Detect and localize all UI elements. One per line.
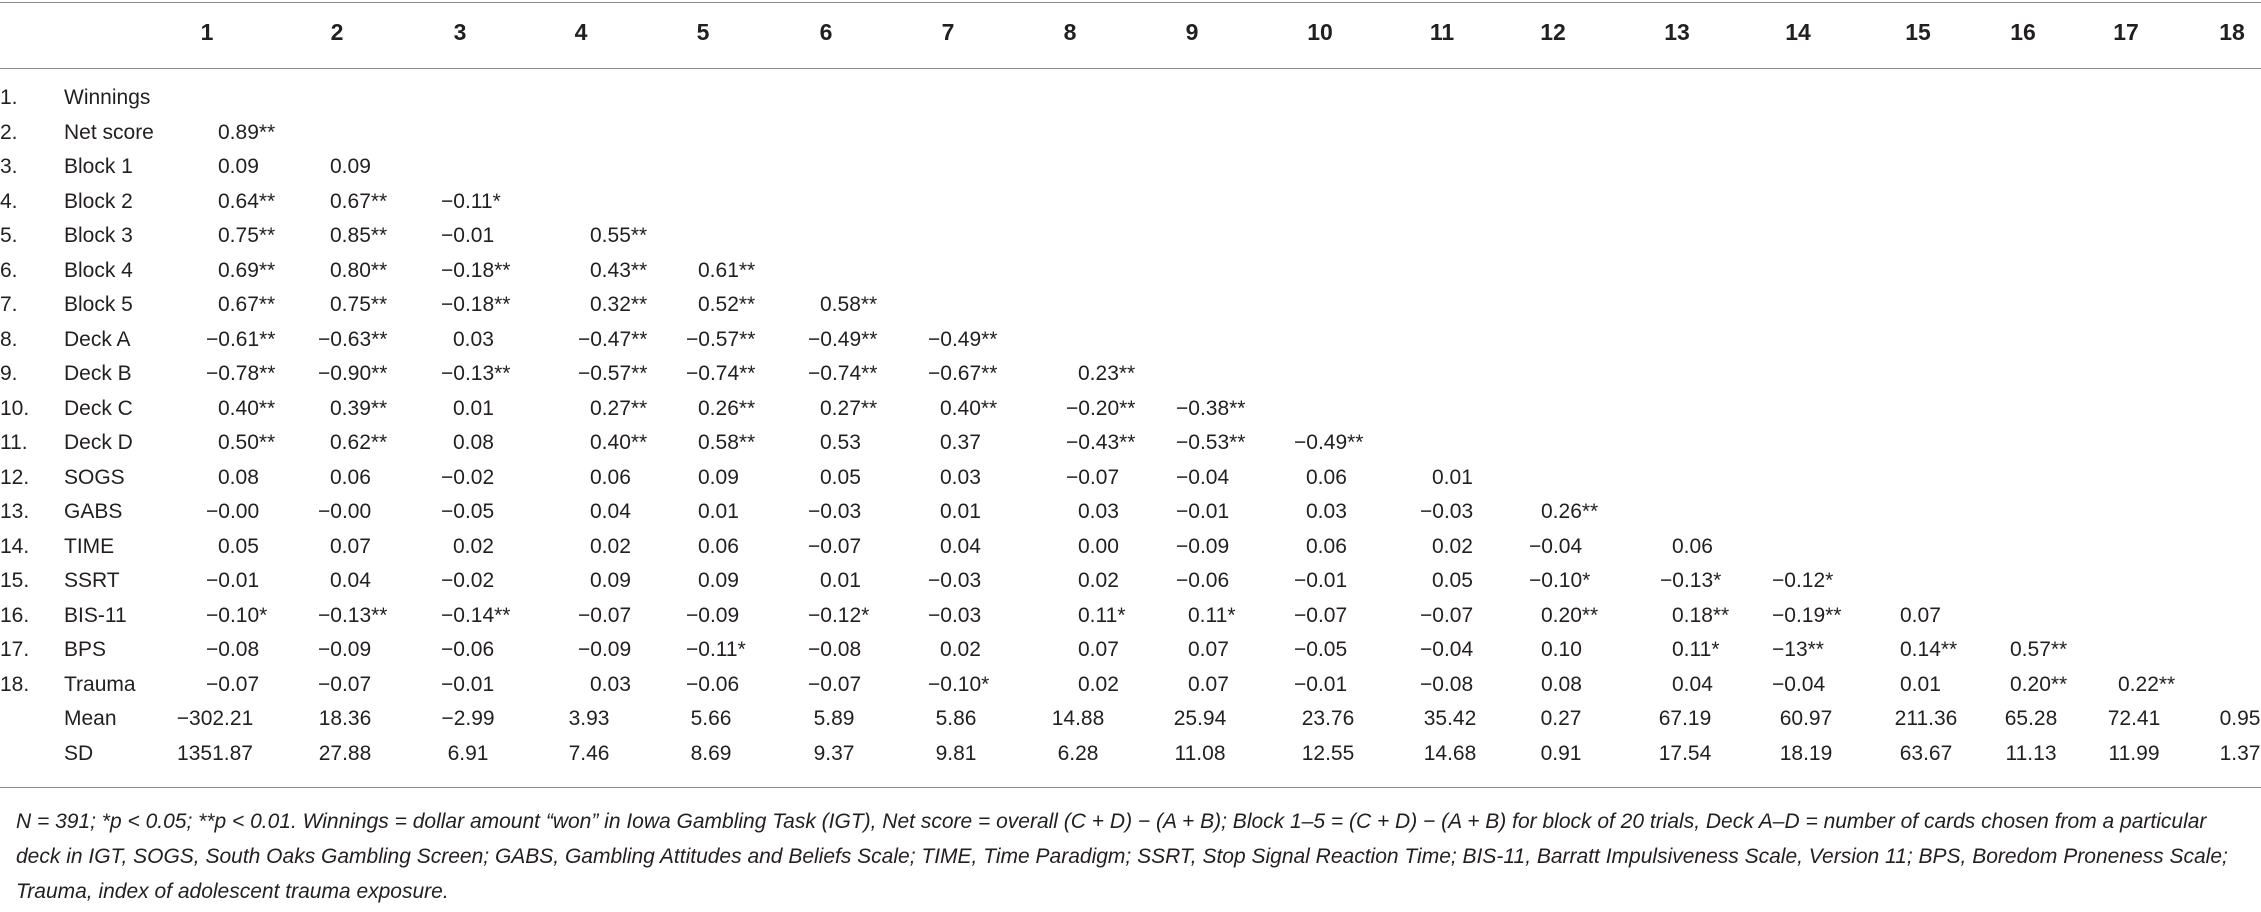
table-cell: 0.01: [698, 500, 739, 523]
table-footnote: N = 391; *p < 0.05; **p < 0.01. Winnings = dollar amount “won” in Iowa Gambling Task (IGT), Net score = overall (C + D) − (A + B); Block 1–5 = (C + D) − (A + B) for block of 20 trials, Deck A–D = number of cards chosen from a particular deck in IGT, SOGS, South Oaks Gambling Screen; GABS, Gambling Attitudes and Beliefs Scale; TIME, Time Paradigm; SSRT, Stop Signal Reaction Time; BIS-11, Barratt Impulsiveness Scale, Version 11; BPS, Boredom Proneness Scale; Trauma, index of adolescent trauma exposure.: [16, 810, 2228, 903]
table-cell: 0.06: [1306, 534, 1347, 558]
table-cell: 0.57**: [2010, 638, 2068, 661]
table-cell: −0.38**: [1176, 396, 1246, 420]
table-cell: −0.19**: [1772, 603, 1842, 627]
column-header: 10: [1307, 19, 1333, 45]
table-cell: 0.95: [2219, 707, 2261, 730]
table-cell: −0.49**: [1294, 431, 1364, 454]
table-cell: −0.06: [686, 672, 740, 696]
table-cell: 0.01: [940, 500, 981, 523]
table-cell: 0.08: [453, 431, 494, 454]
table-cell: −0.00: [318, 500, 372, 523]
table-cell: 0.09: [590, 569, 631, 592]
column-header: 2: [330, 19, 344, 45]
row-number: 11.: [0, 431, 28, 454]
column-header: 3: [453, 19, 467, 45]
row-number: 15.: [0, 569, 30, 592]
table-cell: −0.09: [1176, 534, 1230, 558]
table-cell: 14.88: [1051, 707, 1105, 730]
column-header: 8: [1063, 19, 1077, 45]
table-cell: 0.07: [1900, 603, 1941, 627]
table-cell: −0.03: [808, 500, 862, 523]
row-label: GABS: [64, 500, 123, 523]
table-cell: 23.76: [1301, 707, 1355, 730]
column-header: 13: [1664, 19, 1690, 45]
table-cell: 9.37: [813, 741, 855, 765]
table-cell: −0.01: [1294, 672, 1348, 696]
row-label: Block 3: [64, 224, 133, 247]
table-cell: 0.05: [820, 465, 861, 489]
column-header: 15: [1905, 19, 1931, 45]
row-number: 7.: [0, 293, 18, 316]
table-cell: −0.04: [1420, 638, 1474, 661]
table-cell: 0.26**: [698, 396, 756, 420]
table-cell: −0.06: [441, 638, 495, 661]
table-cell: −0.90**: [318, 362, 388, 385]
table-cell: 0.80**: [330, 258, 388, 282]
row-number: 6.: [0, 258, 18, 282]
table-cell: 0.04: [590, 500, 631, 523]
table-cell: −0.12*: [808, 603, 870, 627]
table-cell: 0.27**: [590, 396, 648, 420]
table-cell: 63.67: [1899, 741, 1953, 765]
table-cell: −0.05: [1294, 638, 1348, 661]
table-cell: −0.06: [1176, 569, 1230, 592]
row-label: BIS-11: [64, 603, 127, 627]
row-label: Deck C: [64, 396, 133, 420]
table-cell: −0.07: [1420, 603, 1474, 627]
table-cell: 0.27: [1540, 707, 1582, 730]
row-label: TIME: [64, 534, 115, 558]
table-cell: 65.28: [2004, 707, 2058, 730]
table-cell: 0.02: [940, 638, 981, 661]
table-cell: 72.41: [2107, 707, 2161, 730]
row-number: 18.: [0, 672, 30, 696]
row-number: 3.: [0, 155, 18, 178]
table-cell: 0.22**: [2118, 672, 2176, 696]
table-cell: −0.53**: [1176, 431, 1246, 454]
table-cell: 0.64**: [218, 189, 276, 213]
table-cell: −0.09: [686, 603, 740, 627]
table-cell: −0.11*: [441, 189, 501, 213]
column-header: 5: [696, 19, 710, 45]
table-cell: 0.02: [590, 534, 631, 558]
table-cell: 0.62**: [330, 431, 388, 454]
table-cell: 0.40**: [590, 431, 648, 454]
table-cell: 0.07: [1078, 638, 1119, 661]
table-cell: 1351.87: [177, 741, 253, 765]
row-number: 10.: [0, 396, 30, 420]
column-header: 17: [2113, 19, 2139, 45]
table-cell: −0.12*: [1772, 569, 1834, 592]
table-cell: 67.19: [1658, 707, 1712, 730]
table-cell: −0.04: [1176, 465, 1230, 489]
table-cell: 0.20**: [1541, 603, 1599, 627]
table-cell: 0.26**: [1541, 500, 1599, 523]
table-cell: −0.74**: [686, 362, 756, 385]
table-cell: 0.11*: [1078, 603, 1126, 627]
table-cell: −0.78**: [206, 362, 276, 385]
row-label: SSRT: [64, 569, 120, 592]
table-cell: −0.03: [928, 603, 982, 627]
table-cell: −0.07: [1294, 603, 1348, 627]
table-cell: 0.55**: [590, 224, 648, 247]
table-cell: 0.11*: [1672, 638, 1720, 661]
table-cell: 18.19: [1779, 741, 1833, 765]
table-cell: 27.88: [318, 741, 372, 765]
row-label: Block 4: [64, 258, 133, 282]
table-cell: −0.08: [1420, 672, 1474, 696]
table-cell: 0.32**: [590, 293, 648, 316]
table-cell: 0.69**: [218, 258, 276, 282]
table-cell: −0.08: [206, 638, 260, 661]
table-cell: 0.53: [820, 431, 861, 454]
row-number: 13.: [0, 500, 30, 523]
row-number: 1.: [0, 86, 18, 109]
table-cell: −0.07: [318, 672, 372, 696]
table-cell: −0.14**: [441, 603, 511, 627]
table-cell: −13**: [1772, 638, 1824, 661]
table-cell: −0.57**: [578, 362, 648, 385]
table-cell: −0.63**: [318, 327, 388, 351]
table-cell: 0.58**: [698, 431, 756, 454]
table-cell: 0.23**: [1078, 362, 1136, 385]
table-top-rule: [0, 2, 2261, 3]
table-cell: −302.21: [176, 707, 254, 730]
table-cell: −0.13**: [318, 603, 388, 627]
row-label: Net score: [64, 120, 154, 144]
table-cell: −0.01: [441, 224, 495, 247]
table-cell: −0.07: [808, 534, 862, 558]
table-cell: −0.01: [1176, 500, 1230, 523]
row-number: 8.: [0, 327, 18, 351]
table-cell: 0.02: [1432, 534, 1473, 558]
table-cell: 0.61**: [698, 258, 756, 282]
table-cell: 0.03: [940, 465, 981, 489]
table-cell: −0.49**: [808, 327, 878, 351]
table-cell: 0.07: [330, 534, 371, 558]
table-cell: 25.94: [1173, 707, 1227, 730]
table-cell: −0.47**: [578, 327, 648, 351]
table-cell: 0.01: [1432, 465, 1473, 489]
table-cell: −0.02: [441, 465, 495, 489]
table-cell: −0.13**: [441, 362, 511, 385]
table-cell: 0.43**: [590, 258, 648, 282]
column-header: 12: [1540, 19, 1566, 45]
table-cell: −0.03: [1420, 500, 1474, 523]
table-cell: 0.89**: [218, 120, 276, 144]
table-cell: 0.04: [330, 569, 371, 592]
table-cell: 5.66: [690, 707, 732, 730]
table-cell: 0.05: [1432, 569, 1473, 592]
table-cell: −0.04: [1529, 534, 1583, 558]
column-header: 11: [1429, 19, 1455, 45]
table-cell: −0.61**: [206, 327, 276, 351]
row-label: SD: [64, 741, 94, 765]
table-cell: 7.46: [568, 741, 610, 765]
table-cell: 0.01: [1900, 672, 1941, 696]
table-cell: 0.06: [698, 534, 739, 558]
table-cell: 5.86: [935, 707, 977, 730]
table-header-rule: [0, 68, 2261, 69]
column-header: 18: [2219, 19, 2245, 45]
row-label: Block 5: [64, 293, 133, 316]
table-cell: −0.01: [441, 672, 495, 696]
row-number: 2.: [0, 120, 18, 144]
table-cell: 0.06: [1672, 534, 1713, 558]
row-label: Deck A: [64, 327, 131, 351]
column-header: 16: [2010, 19, 2036, 45]
table-cell: 0.03: [1306, 500, 1347, 523]
column-header: 6: [819, 19, 833, 45]
table-cell: 14.68: [1423, 741, 1477, 765]
table-cell: 0.91: [1540, 741, 1582, 765]
row-number: 14.: [0, 534, 30, 558]
table-cell: 0.08: [218, 465, 259, 489]
table-cell: 0.05: [218, 534, 259, 558]
column-header: 14: [1785, 19, 1811, 45]
row-number: 17.: [0, 638, 30, 661]
table-cell: 0.03: [453, 327, 494, 351]
table-cell: −0.09: [578, 638, 632, 661]
table-cell: 0.67**: [218, 293, 276, 316]
table-cell: 0.06: [330, 465, 371, 489]
table-cell: −0.11*: [686, 638, 746, 661]
table-cell: −0.10*: [1529, 569, 1591, 592]
table-cell: −0.10*: [206, 603, 268, 627]
table-cell: 0.52**: [698, 293, 756, 316]
row-number: 16.: [0, 603, 30, 627]
table-cell: −0.05: [441, 500, 495, 523]
table-cell: 0.01: [820, 569, 861, 592]
row-label: Deck B: [64, 362, 132, 385]
table-cell: 18.36: [318, 707, 372, 730]
table-cell: 5.89: [813, 707, 855, 730]
table-cell: 0.01: [453, 396, 494, 420]
row-label: Block 2: [64, 189, 133, 213]
table-cell: 11.99: [2108, 741, 2160, 765]
column-header: 1: [200, 19, 214, 45]
table-cell: 11.13: [2005, 741, 2057, 765]
table-cell: 3.93: [568, 707, 610, 730]
table-cell: −0.02: [441, 569, 495, 592]
row-label: Deck D: [64, 431, 133, 454]
table-cell: −0.18**: [441, 258, 511, 282]
table-cell: 12.55: [1301, 741, 1355, 765]
table-cell: 17.54: [1658, 741, 1712, 765]
table-cell: −0.74**: [808, 362, 878, 385]
table-cell: −0.13*: [1660, 569, 1722, 592]
table-cell: −0.57**: [686, 327, 756, 351]
table-cell: 0.08: [1541, 672, 1582, 696]
table-cell: 8.69: [690, 741, 732, 765]
table-cell: 0.37: [940, 431, 981, 454]
table-cell: 0.04: [1672, 672, 1713, 696]
table-cell: 0.20**: [2010, 672, 2068, 696]
table-cell: −2.99: [441, 707, 495, 730]
column-header: 7: [941, 19, 955, 45]
table-cell: 0.04: [940, 534, 981, 558]
row-number: 12.: [0, 465, 30, 489]
table-cell: −0.04: [1772, 672, 1826, 696]
table-cell: 0.75**: [218, 224, 276, 247]
table-cell: 0.27**: [820, 396, 878, 420]
row-number: 5.: [0, 224, 18, 247]
table-cell: 0.58**: [820, 293, 878, 316]
table-cell: 35.42: [1423, 707, 1477, 730]
table-cell: 0.07: [1188, 672, 1229, 696]
table-cell: 60.97: [1779, 707, 1833, 730]
table-cell: −0.01: [1294, 569, 1348, 592]
row-label: Winnings: [64, 86, 151, 109]
table-cell: 1.37: [2219, 741, 2261, 765]
table-cell: 0.00: [1078, 534, 1119, 558]
table-cell: 0.06: [1306, 465, 1347, 489]
table-cell: 0.09: [218, 155, 259, 178]
table-cell: 0.67**: [330, 189, 388, 213]
table-cell: −0.03: [928, 569, 982, 592]
table-cell: −0.18**: [441, 293, 511, 316]
table-cell: 0.03: [590, 672, 631, 696]
table-cell: −0.49**: [928, 327, 998, 351]
row-number: 9.: [0, 362, 18, 385]
table-cell: 0.10: [1541, 638, 1582, 661]
table-cell: 0.18**: [1672, 603, 1730, 627]
table-cell: 0.40**: [940, 396, 998, 420]
table-cell: 0.14**: [1900, 638, 1958, 661]
table-cell: 6.28: [1057, 741, 1099, 765]
table-cell: 0.09: [698, 465, 739, 489]
table-cell: −0.20**: [1066, 396, 1136, 420]
table-cell: 0.39**: [330, 396, 388, 420]
table-cell: 0.06: [590, 465, 631, 489]
row-label: SOGS: [64, 465, 125, 489]
table-cell: −0.43**: [1066, 431, 1136, 454]
table-cell: −0.07: [808, 672, 862, 696]
table-cell: −0.08: [808, 638, 862, 661]
column-header: 9: [1185, 19, 1199, 45]
row-label: Block 1: [64, 155, 133, 178]
table-cell: 0.09: [698, 569, 739, 592]
table-cell: −0.07: [1066, 465, 1120, 489]
table-cell: 0.03: [1078, 500, 1119, 523]
table-cell: −0.10*: [928, 672, 990, 696]
table-cell: 6.91: [447, 741, 489, 765]
table-cell: 0.07: [1188, 638, 1229, 661]
table-cell: 0.85**: [330, 224, 388, 247]
row-label: BPS: [64, 638, 107, 661]
table-cell: 211.36: [1894, 707, 1958, 730]
table-cell: −0.67**: [928, 362, 998, 385]
table-cell: −0.01: [206, 569, 260, 592]
table-cell: 0.02: [1078, 569, 1119, 592]
table-cell: −0.07: [206, 672, 260, 696]
table-cell: 9.81: [935, 741, 977, 765]
table-cell: 0.75**: [330, 293, 388, 316]
table-cell: 0.09: [330, 155, 371, 178]
table-bottom-rule: [0, 787, 2261, 788]
table-cell: 0.40**: [218, 396, 276, 420]
table-cell: 0.02: [1078, 672, 1119, 696]
table-cell: 0.11*: [1188, 603, 1236, 627]
row-label: Mean: [64, 707, 117, 730]
row-label: Trauma: [64, 672, 136, 696]
table-cell: −0.09: [318, 638, 372, 661]
table-cell: −0.00: [206, 500, 260, 523]
table-cell: 0.50**: [218, 431, 276, 454]
table-cell: 11.08: [1174, 741, 1226, 765]
table-cell: 0.02: [453, 534, 494, 558]
column-header: 4: [574, 19, 588, 45]
table-cell: −0.07: [578, 603, 632, 627]
row-number: 4.: [0, 189, 18, 213]
